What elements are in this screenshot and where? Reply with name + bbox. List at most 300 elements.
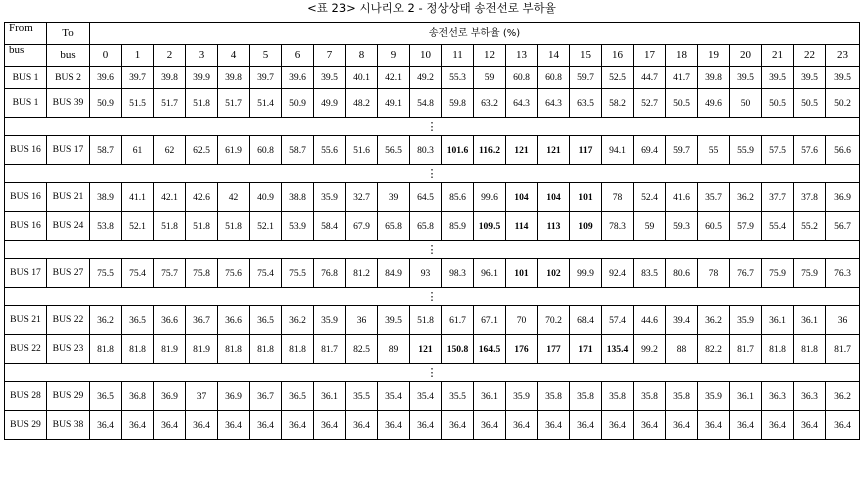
table-caption: <표 23> 시나리오 2 - 정상상태 송전선로 부하율 [307, 1, 556, 15]
from-bus-cell: BUS 1 [5, 67, 47, 89]
loading-value-cell: 36.4 [346, 411, 378, 440]
loading-value-cell: 81.7 [826, 335, 860, 364]
loading-value-cell: 78.3 [602, 212, 634, 241]
loading-value-cell: 51.8 [218, 212, 250, 241]
header-row-2 [5, 45, 860, 67]
hour-header: 22 [794, 45, 826, 67]
table-row [5, 259, 860, 288]
loading-value-cell: 36.4 [570, 411, 602, 440]
loading-value-cell: 57.9 [730, 212, 762, 241]
loading-value-cell: 36.4 [538, 411, 570, 440]
loading-value-cell: 36.4 [666, 411, 698, 440]
ellipsis-marker: ⋮ [5, 288, 860, 306]
loading-value-cell: 51.5 [122, 89, 154, 118]
loading-value-cell: 39.7 [122, 67, 154, 89]
loading-value-cell: 36.4 [154, 411, 186, 440]
loading-value-cell: 36.1 [314, 382, 346, 411]
loading-value-cell: 116.2 [474, 136, 506, 165]
ellipsis-marker: ⋮ [5, 118, 860, 136]
hour-header: 17 [634, 45, 666, 67]
loading-value-cell: 35.7 [698, 183, 730, 212]
loading-value-cell: 35.9 [730, 306, 762, 335]
loading-value-cell: 59.3 [666, 212, 698, 241]
loading-value-cell: 101 [570, 183, 602, 212]
loading-value-cell: 88 [666, 335, 698, 364]
loading-value-cell: 36.4 [442, 411, 474, 440]
loading-value-cell: 40.9 [250, 183, 282, 212]
loading-value-cell: 75.8 [186, 259, 218, 288]
loading-value-cell: 109.5 [474, 212, 506, 241]
loading-value-cell: 94.1 [602, 136, 634, 165]
loading-value-cell: 121 [506, 136, 538, 165]
loading-value-cell: 52.7 [634, 89, 666, 118]
loading-value-cell: 75.4 [250, 259, 282, 288]
to-bus-cell: BUS 21 [47, 183, 90, 212]
from-bus-cell: BUS 1 [5, 89, 47, 118]
loading-value-cell: 42.1 [378, 67, 410, 89]
loading-value-cell: 80.6 [666, 259, 698, 288]
hour-header: 15 [570, 45, 602, 67]
loading-value-cell: 81.9 [154, 335, 186, 364]
loading-value-cell: 75.4 [122, 259, 154, 288]
loading-value-cell: 35.5 [346, 382, 378, 411]
loading-value-cell: 51.7 [154, 89, 186, 118]
loading-value-cell: 164.5 [474, 335, 506, 364]
ellipsis-marker: ⋮ [5, 364, 860, 382]
loading-value-cell: 35.5 [442, 382, 474, 411]
loading-value-cell: 54.8 [410, 89, 442, 118]
loading-value-cell: 35.9 [506, 382, 538, 411]
loading-value-cell: 35.9 [314, 306, 346, 335]
from-bus-cell: BUS 16 [5, 183, 47, 212]
loading-value-cell: 58.4 [314, 212, 346, 241]
loading-value-cell: 75.9 [794, 259, 826, 288]
loading-value-cell: 36.9 [154, 382, 186, 411]
loading-value-cell: 36.5 [90, 382, 122, 411]
loading-value-cell: 62.5 [186, 136, 218, 165]
from-bus-cell: BUS 21 [5, 306, 47, 335]
ellipsis-row [5, 165, 860, 183]
loading-value-cell: 36.2 [730, 183, 762, 212]
hour-header: 2 [154, 45, 186, 67]
loading-value-cell: 36.5 [250, 306, 282, 335]
loading-value-cell: 36.6 [218, 306, 250, 335]
loading-value-cell: 171 [570, 335, 602, 364]
to-bus-cell: BUS 27 [47, 259, 90, 288]
from-bus-cell: BUS 16 [5, 212, 47, 241]
loading-value-cell: 55.3 [442, 67, 474, 89]
loading-value-cell: 60.8 [506, 67, 538, 89]
loading-value-cell: 114 [506, 212, 538, 241]
loading-value-cell: 37.8 [794, 183, 826, 212]
loading-value-cell: 68.4 [570, 306, 602, 335]
loading-value-cell: 36.4 [698, 411, 730, 440]
loading-value-cell: 50.5 [794, 89, 826, 118]
loading-value-cell: 59.8 [442, 89, 474, 118]
loading-value-cell: 36.4 [90, 411, 122, 440]
loading-value-cell: 39.9 [186, 67, 218, 89]
loading-value-cell: 52.5 [602, 67, 634, 89]
loading-value-cell: 109 [570, 212, 602, 241]
loading-value-cell: 56.6 [826, 136, 860, 165]
loading-value-cell: 76.3 [826, 259, 860, 288]
loading-value-cell: 52.1 [250, 212, 282, 241]
loading-value-cell: 98.3 [442, 259, 474, 288]
loading-value-cell: 55.9 [730, 136, 762, 165]
loading-value-cell: 52.4 [634, 183, 666, 212]
loading-value-cell: 55.2 [794, 212, 826, 241]
loading-value-cell: 35.4 [410, 382, 442, 411]
loading-value-cell: 78 [602, 183, 634, 212]
table-row [5, 89, 860, 118]
loading-value-cell: 63.5 [570, 89, 602, 118]
hour-header: 12 [474, 45, 506, 67]
loading-value-cell: 56.7 [826, 212, 860, 241]
hour-header: 10 [410, 45, 442, 67]
loading-value-cell: 51.8 [410, 306, 442, 335]
loading-value-cell: 81.8 [794, 335, 826, 364]
loading-value-cell: 61.7 [442, 306, 474, 335]
hour-header: 6 [282, 45, 314, 67]
loading-value-cell: 81.2 [346, 259, 378, 288]
loading-value-cell: 35.8 [634, 382, 666, 411]
loading-value-cell: 57.6 [794, 136, 826, 165]
loading-value-cell: 39.5 [762, 67, 794, 89]
hour-header: 23 [826, 45, 860, 67]
loading-value-cell: 96.1 [474, 259, 506, 288]
loading-value-cell: 104 [506, 183, 538, 212]
loading-value-cell: 36.4 [634, 411, 666, 440]
loading-value-cell: 36.4 [410, 411, 442, 440]
loading-value-cell: 51.8 [186, 89, 218, 118]
loading-value-cell: 64.3 [538, 89, 570, 118]
loading-value-cell: 64.5 [410, 183, 442, 212]
loading-value-cell: 36.3 [794, 382, 826, 411]
loading-value-cell: 35.8 [666, 382, 698, 411]
loading-value-cell: 102 [538, 259, 570, 288]
loading-value-cell: 37 [186, 382, 218, 411]
loading-value-cell: 55.4 [762, 212, 794, 241]
from-unit: bus [5, 45, 47, 67]
loading-value-cell: 48.2 [346, 89, 378, 118]
loading-value-cell: 39.5 [794, 67, 826, 89]
loading-value-cell: 36.4 [602, 411, 634, 440]
hour-header: 1 [122, 45, 154, 67]
loading-value-cell: 75.6 [218, 259, 250, 288]
loading-value-cell: 101.6 [442, 136, 474, 165]
from-bus-cell: BUS 16 [5, 136, 47, 165]
hour-header: 11 [442, 45, 474, 67]
loading-value-cell: 36.1 [474, 382, 506, 411]
loading-value-cell: 85.6 [442, 183, 474, 212]
loading-value-cell: 81.8 [250, 335, 282, 364]
loading-value-cell: 60.8 [538, 67, 570, 89]
loading-value-cell: 44.7 [634, 67, 666, 89]
loading-value-cell: 85.9 [442, 212, 474, 241]
loading-value-cell: 36.4 [186, 411, 218, 440]
to-bus-cell: BUS 22 [47, 306, 90, 335]
to-bus-cell: BUS 24 [47, 212, 90, 241]
loading-value-cell: 81.7 [730, 335, 762, 364]
loading-value-cell: 93 [410, 259, 442, 288]
loading-value-cell: 81.8 [90, 335, 122, 364]
loading-value-cell: 36.4 [218, 411, 250, 440]
loading-value-cell: 67.9 [346, 212, 378, 241]
loading-value-cell: 65.8 [378, 212, 410, 241]
to-bus-cell: BUS 38 [47, 411, 90, 440]
loading-value-cell: 60.8 [250, 136, 282, 165]
loading-value-cell: 59 [474, 67, 506, 89]
loading-value-cell: 53.9 [282, 212, 314, 241]
header-row-1 [5, 23, 860, 45]
loading-value-cell: 50.5 [762, 89, 794, 118]
loading-value-cell: 36.4 [506, 411, 538, 440]
loading-value-cell: 35.4 [378, 382, 410, 411]
loading-value-cell: 42.1 [154, 183, 186, 212]
table-row [5, 411, 860, 440]
loading-value-cell: 76.7 [730, 259, 762, 288]
table-row [5, 212, 860, 241]
loading-value-cell: 61 [122, 136, 154, 165]
to-bus-cell: BUS 29 [47, 382, 90, 411]
loading-value-cell: 67.1 [474, 306, 506, 335]
to-unit: bus [47, 45, 90, 67]
hour-header: 21 [762, 45, 794, 67]
loading-value-cell: 75.5 [282, 259, 314, 288]
loading-value-cell: 121 [538, 136, 570, 165]
loading-value-cell: 69.4 [634, 136, 666, 165]
loading-value-cell: 37.7 [762, 183, 794, 212]
loading-value-cell: 41.1 [122, 183, 154, 212]
table-row [5, 183, 860, 212]
loading-value-cell: 42.6 [186, 183, 218, 212]
loading-value-cell: 36.4 [794, 411, 826, 440]
loading-value-cell: 36.4 [826, 411, 860, 440]
table-row [5, 136, 860, 165]
loading-value-cell: 70 [506, 306, 538, 335]
loading-value-cell: 36.5 [122, 306, 154, 335]
from-header: From [5, 23, 47, 45]
loading-value-cell: 99.6 [474, 183, 506, 212]
loading-value-cell: 36.9 [218, 382, 250, 411]
loading-value-cell: 61.9 [218, 136, 250, 165]
loading-value-cell: 81.8 [122, 335, 154, 364]
loading-value-cell: 64.3 [506, 89, 538, 118]
loading-value-cell: 89 [378, 335, 410, 364]
loading-value-cell: 36.4 [730, 411, 762, 440]
loading-value-cell: 75.7 [154, 259, 186, 288]
loading-value-cell: 84.9 [378, 259, 410, 288]
loading-value-cell: 58.7 [282, 136, 314, 165]
table-row [5, 67, 860, 89]
hour-header: 14 [538, 45, 570, 67]
loading-value-cell: 65.8 [410, 212, 442, 241]
loading-value-cell: 50.2 [826, 89, 860, 118]
loading-value-cell: 39.5 [826, 67, 860, 89]
hour-header: 19 [698, 45, 730, 67]
hour-header: 9 [378, 45, 410, 67]
loading-value-cell: 41.7 [666, 67, 698, 89]
loading-value-cell: 50.9 [282, 89, 314, 118]
ellipsis-row [5, 241, 860, 259]
loading-value-cell: 82.2 [698, 335, 730, 364]
loading-value-cell: 39.8 [154, 67, 186, 89]
from-bus-cell: BUS 17 [5, 259, 47, 288]
loading-value-cell: 39.6 [282, 67, 314, 89]
loading-value-cell: 49.2 [410, 67, 442, 89]
loading-value-cell: 63.2 [474, 89, 506, 118]
loading-value-cell: 57.4 [602, 306, 634, 335]
loading-value-cell: 82.5 [346, 335, 378, 364]
loading-value-cell: 35.9 [698, 382, 730, 411]
loading-value-cell: 50 [730, 89, 762, 118]
loading-value-cell: 36.1 [794, 306, 826, 335]
loading-value-cell: 39.4 [666, 306, 698, 335]
loading-value-cell: 121 [410, 335, 442, 364]
ellipsis-row [5, 288, 860, 306]
loading-value-cell: 117 [570, 136, 602, 165]
loading-value-cell: 51.8 [186, 212, 218, 241]
ellipsis-row [5, 118, 860, 136]
loading-value-cell: 75.5 [90, 259, 122, 288]
to-bus-cell: BUS 23 [47, 335, 90, 364]
loading-value-cell: 81.8 [218, 335, 250, 364]
table-row [5, 335, 860, 364]
hour-header: 20 [730, 45, 762, 67]
loading-value-cell: 50.5 [666, 89, 698, 118]
loading-value-cell: 70.2 [538, 306, 570, 335]
loading-value-cell: 60.5 [698, 212, 730, 241]
loading-value-cell: 135.4 [602, 335, 634, 364]
loading-value-cell: 36.8 [122, 382, 154, 411]
loading-value-cell: 81.9 [186, 335, 218, 364]
loading-value-cell: 83.5 [634, 259, 666, 288]
loading-value-cell: 36 [826, 306, 860, 335]
loading-value-cell: 51.4 [250, 89, 282, 118]
from-bus-cell: BUS 29 [5, 411, 47, 440]
to-header: To [47, 23, 90, 45]
loading-value-cell: 35.9 [314, 183, 346, 212]
loading-value-cell: 81.8 [762, 335, 794, 364]
loading-value-cell: 81.8 [282, 335, 314, 364]
loading-value-cell: 51.8 [154, 212, 186, 241]
loading-value-cell: 36.4 [378, 411, 410, 440]
loading-value-cell: 40.1 [346, 67, 378, 89]
loading-value-cell: 76.8 [314, 259, 346, 288]
loading-value-cell: 36.3 [762, 382, 794, 411]
loading-value-cell: 36.1 [762, 306, 794, 335]
loading-value-cell: 32.7 [346, 183, 378, 212]
hour-header: 13 [506, 45, 538, 67]
hour-header: 4 [218, 45, 250, 67]
hour-header: 3 [186, 45, 218, 67]
loading-value-cell: 36.5 [282, 382, 314, 411]
from-bus-cell: BUS 28 [5, 382, 47, 411]
loading-value-cell: 92.4 [602, 259, 634, 288]
to-bus-cell: BUS 2 [47, 67, 90, 89]
table-row [5, 382, 860, 411]
loading-value-cell: 49.9 [314, 89, 346, 118]
hour-header: 5 [250, 45, 282, 67]
loading-value-cell: 59 [634, 212, 666, 241]
loading-value-cell: 53.8 [90, 212, 122, 241]
from-bus-cell: BUS 22 [5, 335, 47, 364]
loading-value-cell: 36.2 [282, 306, 314, 335]
loading-value-cell: 101 [506, 259, 538, 288]
loading-value-cell: 50.9 [90, 89, 122, 118]
loading-value-cell: 36.4 [474, 411, 506, 440]
loading-value-cell: 177 [538, 335, 570, 364]
loading-value-cell: 36.4 [250, 411, 282, 440]
loading-value-cell: 39 [378, 183, 410, 212]
loading-value-cell: 49.6 [698, 89, 730, 118]
loading-value-cell: 36.4 [122, 411, 154, 440]
to-bus-cell: BUS 39 [47, 89, 90, 118]
loading-value-cell: 36.9 [826, 183, 860, 212]
to-bus-cell: BUS 17 [47, 136, 90, 165]
loading-value-cell: 55 [698, 136, 730, 165]
loading-value-cell: 58.7 [90, 136, 122, 165]
loading-value-cell: 38.8 [282, 183, 314, 212]
loading-value-cell: 59.7 [666, 136, 698, 165]
loading-value-cell: 176 [506, 335, 538, 364]
loading-value-cell: 39.5 [378, 306, 410, 335]
loading-value-cell: 39.5 [730, 67, 762, 89]
loading-value-cell: 36.7 [250, 382, 282, 411]
loading-value-cell: 35.8 [538, 382, 570, 411]
loading-value-cell: 42 [218, 183, 250, 212]
loading-group-header: 송전선로 부하율 (%) [90, 23, 860, 45]
loading-value-cell: 35.8 [570, 382, 602, 411]
loading-value-cell: 36.6 [154, 306, 186, 335]
loading-value-cell: 55.6 [314, 136, 346, 165]
loading-value-cell: 51.7 [218, 89, 250, 118]
table-row [5, 306, 860, 335]
loading-value-cell: 36.4 [762, 411, 794, 440]
hour-header: 0 [90, 45, 122, 67]
loading-value-cell: 81.7 [314, 335, 346, 364]
loading-value-cell: 80.3 [410, 136, 442, 165]
hour-header: 8 [346, 45, 378, 67]
loading-value-cell: 36.4 [282, 411, 314, 440]
line-loading-table [4, 22, 860, 440]
loading-value-cell: 39.7 [250, 67, 282, 89]
loading-value-cell: 52.1 [122, 212, 154, 241]
ellipsis-marker: ⋮ [5, 241, 860, 259]
ellipsis-row [5, 364, 860, 382]
loading-value-cell: 38.9 [90, 183, 122, 212]
hour-header: 16 [602, 45, 634, 67]
loading-value-cell: 150.8 [442, 335, 474, 364]
loading-value-cell: 36.7 [186, 306, 218, 335]
loading-value-cell: 56.5 [378, 136, 410, 165]
loading-value-cell: 39.8 [698, 67, 730, 89]
loading-value-cell: 36.2 [698, 306, 730, 335]
loading-value-cell: 36.2 [90, 306, 122, 335]
loading-value-cell: 41.6 [666, 183, 698, 212]
loading-value-cell: 99.9 [570, 259, 602, 288]
loading-value-cell: 104 [538, 183, 570, 212]
loading-value-cell: 99.2 [634, 335, 666, 364]
loading-value-cell: 44.6 [634, 306, 666, 335]
loading-value-cell: 62 [154, 136, 186, 165]
loading-value-cell: 51.6 [346, 136, 378, 165]
ellipsis-marker: ⋮ [5, 165, 860, 183]
hour-header: 7 [314, 45, 346, 67]
loading-value-cell: 113 [538, 212, 570, 241]
loading-value-cell: 39.8 [218, 67, 250, 89]
loading-value-cell: 36.4 [314, 411, 346, 440]
